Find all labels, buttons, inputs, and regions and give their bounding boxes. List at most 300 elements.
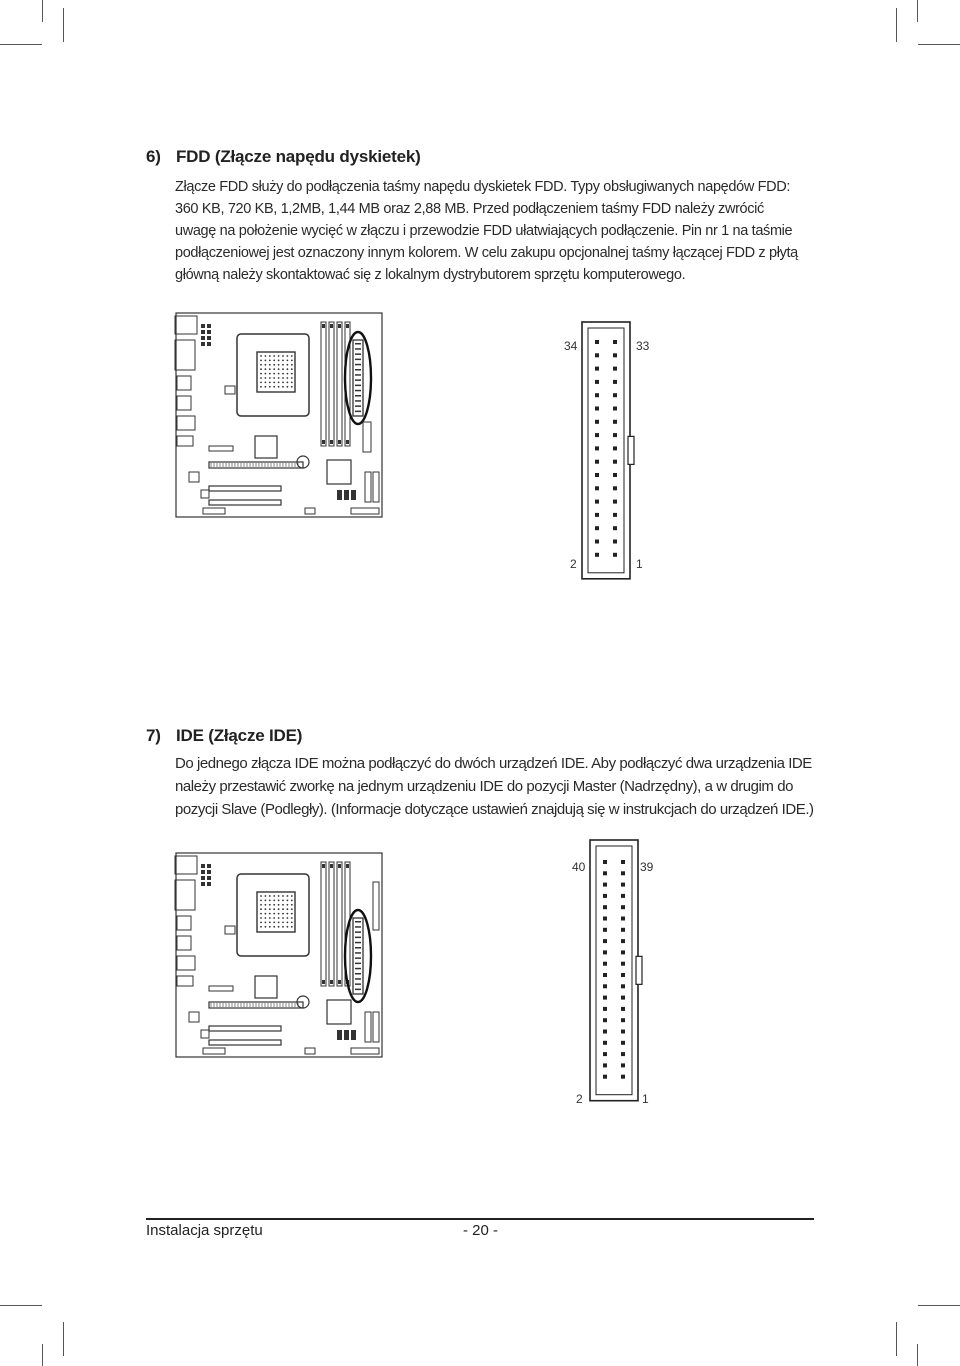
header-pin bbox=[603, 962, 607, 966]
header-pin bbox=[613, 446, 617, 450]
cpu-pin bbox=[287, 926, 289, 928]
cpu-pin bbox=[282, 377, 284, 379]
header-pin bbox=[613, 393, 617, 397]
cpu-pin bbox=[291, 360, 293, 362]
cpu-pin bbox=[282, 900, 284, 902]
cpu-pin bbox=[287, 368, 289, 370]
cpu-pin bbox=[278, 895, 280, 897]
power-pin bbox=[201, 336, 205, 340]
cpu-pin bbox=[282, 355, 284, 357]
header-pin bbox=[603, 1018, 607, 1022]
ide-section-title bbox=[146, 726, 302, 746]
cpu-pin bbox=[273, 368, 275, 370]
cpu-pin bbox=[273, 364, 275, 366]
header-pin bbox=[613, 540, 617, 544]
cpu-pin bbox=[291, 377, 293, 379]
cpu-pin bbox=[269, 355, 271, 357]
front-usb-header bbox=[351, 1030, 356, 1040]
cpu-pin bbox=[269, 904, 271, 906]
power-pin bbox=[207, 342, 211, 346]
fdd-pin-header-icon bbox=[562, 320, 662, 592]
fdd-connector-pin bbox=[355, 369, 361, 371]
header-pin bbox=[595, 367, 599, 371]
cpu-pin bbox=[269, 373, 271, 375]
cpu-pin bbox=[278, 917, 280, 919]
header-pin bbox=[603, 973, 607, 977]
cpu-pin bbox=[287, 377, 289, 379]
cpu-pin bbox=[291, 908, 293, 910]
header-pin bbox=[621, 939, 625, 943]
cpu-pin bbox=[287, 900, 289, 902]
memory-slot-latch bbox=[330, 324, 333, 328]
header-pin bbox=[613, 407, 617, 411]
footer-rule bbox=[146, 1218, 814, 1220]
cpu-pin bbox=[265, 913, 267, 915]
header-pin bbox=[603, 928, 607, 932]
ide-connector-pin bbox=[355, 978, 361, 980]
power-pin bbox=[207, 876, 211, 880]
fdd-connector-pin bbox=[355, 364, 361, 366]
cpu-pin bbox=[278, 900, 280, 902]
ide-connector-pin bbox=[355, 989, 361, 991]
front-usb-header bbox=[344, 490, 349, 500]
cpu-pin bbox=[265, 373, 267, 375]
memory-slot-latch bbox=[346, 324, 349, 328]
ide-title-text: IDE (Złącze IDE) bbox=[176, 726, 303, 745]
cpu-pin bbox=[273, 926, 275, 928]
power-pin bbox=[201, 342, 205, 346]
cpu-pin bbox=[291, 900, 293, 902]
cpu-pin bbox=[260, 900, 262, 902]
header-pin bbox=[621, 883, 625, 887]
ide-connector-pin bbox=[355, 973, 361, 975]
crop-mark bbox=[63, 8, 64, 42]
ide-pin-header-icon bbox=[570, 838, 670, 1110]
crop-mark bbox=[896, 8, 897, 42]
cpu-pin bbox=[273, 386, 275, 388]
front-usb-header bbox=[337, 1030, 342, 1040]
header-pin bbox=[603, 917, 607, 921]
cpu-pin bbox=[273, 900, 275, 902]
motherboard-diagram-icon bbox=[175, 852, 383, 1058]
cpu-pin bbox=[269, 917, 271, 919]
header-pin bbox=[595, 420, 599, 424]
header-pin bbox=[595, 433, 599, 437]
header-pin bbox=[621, 860, 625, 864]
cpu-pin bbox=[278, 364, 280, 366]
cpu-pin bbox=[260, 904, 262, 906]
cpu-pin bbox=[282, 364, 284, 366]
header-pin bbox=[603, 950, 607, 954]
memory-slot-latch bbox=[346, 864, 349, 868]
header-pin bbox=[613, 460, 617, 464]
header-pin bbox=[621, 996, 625, 1000]
header-pin bbox=[621, 905, 625, 909]
header-pin bbox=[595, 407, 599, 411]
fdd-connector-pin bbox=[355, 390, 361, 392]
cpu-pin bbox=[273, 913, 275, 915]
memory-slot bbox=[321, 322, 326, 446]
cpu-pin bbox=[269, 926, 271, 928]
power-pin bbox=[201, 864, 205, 868]
cpu-pin bbox=[269, 382, 271, 384]
header-pin bbox=[613, 486, 617, 490]
cpu-pin bbox=[291, 355, 293, 357]
header-pin bbox=[603, 1041, 607, 1045]
footer-section-name: Instalacja sprzętu bbox=[146, 1222, 263, 1239]
header-outer-frame bbox=[582, 322, 630, 579]
cpu-pin bbox=[278, 382, 280, 384]
crop-mark bbox=[896, 1322, 897, 1356]
cpu-pin bbox=[269, 895, 271, 897]
header-pin bbox=[621, 1030, 625, 1034]
cpu-pin bbox=[265, 922, 267, 924]
header-pin bbox=[613, 500, 617, 504]
header-pin bbox=[603, 1052, 607, 1056]
header-pin bbox=[603, 871, 607, 875]
cpu-pin bbox=[278, 373, 280, 375]
ide-line: pozycji Slave (Podległy). (Informacje dotyczące ustawień znajdują się w instrukcjach do urządzeń IDE.) bbox=[175, 801, 814, 818]
power-pin bbox=[207, 336, 211, 340]
fdd-line: uwagę na położenie wycięć w złączu i przewodzie FDD ułatwiających podłączenie. Pin nr 1 na taśmie bbox=[175, 223, 793, 239]
cpu-pin bbox=[260, 382, 262, 384]
cpu-pin bbox=[265, 900, 267, 902]
ide-description bbox=[175, 752, 825, 821]
memory-slot bbox=[337, 862, 342, 986]
page-number: - 20 - bbox=[463, 1222, 499, 1239]
fdd-connector-pin bbox=[355, 379, 361, 381]
cpu-pin bbox=[287, 364, 289, 366]
cpu-pin bbox=[260, 926, 262, 928]
cpu-pin bbox=[278, 360, 280, 362]
cpu-pin bbox=[282, 895, 284, 897]
header-pin bbox=[621, 973, 625, 977]
crop-mark bbox=[917, 1344, 918, 1366]
crop-mark bbox=[918, 44, 960, 45]
header-pin bbox=[603, 984, 607, 988]
cpu-pin bbox=[273, 355, 275, 357]
power-pin bbox=[201, 324, 205, 328]
ide-line: Do jednego złącza IDE można podłączyć do dwóch urządzeń IDE. Aby podłączyć dwa urządzenia IDE bbox=[175, 755, 812, 772]
memory-slot bbox=[321, 862, 326, 986]
memory-slot-latch bbox=[330, 864, 333, 868]
cpu-pin bbox=[282, 922, 284, 924]
cpu-pin bbox=[265, 360, 267, 362]
cpu-pin bbox=[260, 922, 262, 924]
cpu-pin bbox=[273, 922, 275, 924]
ide-connector-pin bbox=[355, 957, 361, 959]
header-pin bbox=[613, 367, 617, 371]
front-usb-header bbox=[351, 490, 356, 500]
cpu-pin bbox=[265, 377, 267, 379]
fdd-pin-1-label: 1 bbox=[636, 557, 643, 571]
cpu-pin bbox=[269, 913, 271, 915]
ide-line: należy przestawić zworkę na jednym urządzeniu IDE do pozycji Master (Nadrzędny), a w drugim do bbox=[175, 778, 793, 795]
header-pin bbox=[595, 553, 599, 557]
fdd-connector-pin bbox=[355, 395, 361, 397]
header-pin bbox=[595, 380, 599, 384]
header-pin bbox=[621, 1007, 625, 1011]
power-pin bbox=[201, 882, 205, 886]
cpu-pin bbox=[260, 377, 262, 379]
cpu-pin bbox=[287, 360, 289, 362]
header-pin bbox=[621, 894, 625, 898]
header-pin bbox=[595, 486, 599, 490]
cpu-pin bbox=[282, 913, 284, 915]
crop-mark bbox=[0, 44, 42, 45]
cpu-pin bbox=[291, 895, 293, 897]
memory-slot bbox=[337, 322, 342, 446]
header-pin bbox=[595, 513, 599, 517]
cpu-pin bbox=[265, 364, 267, 366]
fdd-connector-pin bbox=[355, 353, 361, 355]
fdd-connector-pin bbox=[355, 374, 361, 376]
cpu-pin bbox=[282, 368, 284, 370]
cpu-pin bbox=[269, 908, 271, 910]
header-pin bbox=[603, 860, 607, 864]
crop-mark bbox=[63, 1322, 64, 1356]
ide-pin-40-label: 40 bbox=[572, 860, 586, 874]
cpu-pin bbox=[265, 908, 267, 910]
header-pin bbox=[595, 446, 599, 450]
power-pin bbox=[201, 870, 205, 874]
memory-slot bbox=[329, 862, 334, 986]
ide-pin-2-label: 2 bbox=[576, 1092, 583, 1106]
cpu-pin bbox=[260, 368, 262, 370]
fdd-connector-pin bbox=[355, 400, 361, 402]
front-usb-header bbox=[344, 1030, 349, 1040]
cpu-pin bbox=[260, 360, 262, 362]
cpu-pin bbox=[291, 904, 293, 906]
header-pin bbox=[613, 380, 617, 384]
cpu-pin bbox=[260, 913, 262, 915]
cpu-pin bbox=[265, 386, 267, 388]
header-pin bbox=[603, 1007, 607, 1011]
cpu-pin bbox=[287, 913, 289, 915]
header-pin bbox=[595, 393, 599, 397]
cpu-pin bbox=[287, 382, 289, 384]
ide-connector-pin bbox=[355, 926, 361, 928]
fdd-description bbox=[175, 176, 825, 286]
memory-slot bbox=[329, 322, 334, 446]
header-pin bbox=[621, 1063, 625, 1067]
memory-slot-latch bbox=[322, 324, 325, 328]
cpu-pin bbox=[282, 908, 284, 910]
cpu-pin bbox=[291, 368, 293, 370]
cpu-pin bbox=[269, 386, 271, 388]
cpu-pin bbox=[291, 386, 293, 388]
power-pin bbox=[201, 876, 205, 880]
fdd-title-text: FDD (Złącze napędu dyskietek) bbox=[176, 147, 421, 166]
power-pin bbox=[201, 330, 205, 334]
header-inner-frame bbox=[588, 328, 624, 573]
cpu-pin bbox=[282, 917, 284, 919]
cpu-pin bbox=[287, 917, 289, 919]
memory-slot-latch bbox=[338, 440, 341, 444]
memory-slot-latch bbox=[330, 980, 333, 984]
crop-mark bbox=[42, 1344, 43, 1366]
cpu-pin bbox=[291, 382, 293, 384]
ide-connector-pin bbox=[355, 983, 361, 985]
fdd-section-number: 6) bbox=[146, 147, 161, 166]
cpu-pin bbox=[282, 373, 284, 375]
power-pin bbox=[207, 882, 211, 886]
header-pin bbox=[621, 962, 625, 966]
fdd-line: 360 KB, 720 KB, 1,2MB, 1,44 MB oraz 2,88 MB. Przed podłączeniem taśmy FDD należy zwrócić bbox=[175, 201, 764, 217]
cpu-pin bbox=[278, 904, 280, 906]
header-pin bbox=[621, 917, 625, 921]
header-pin bbox=[595, 526, 599, 530]
front-usb-header bbox=[337, 490, 342, 500]
fdd-pin-34-label: 34 bbox=[564, 339, 578, 353]
header-pin bbox=[621, 871, 625, 875]
header-key-notch bbox=[628, 436, 634, 464]
cpu-pin bbox=[269, 900, 271, 902]
cpu-pin bbox=[273, 895, 275, 897]
header-pin bbox=[595, 500, 599, 504]
cpu-pin bbox=[278, 386, 280, 388]
memory-slot-latch bbox=[322, 440, 325, 444]
ide-section-number: 7) bbox=[146, 726, 161, 745]
cpu-pin bbox=[265, 904, 267, 906]
header-pin bbox=[621, 928, 625, 932]
header-pin bbox=[603, 996, 607, 1000]
cpu-pin bbox=[265, 926, 267, 928]
header-pin bbox=[603, 905, 607, 909]
memory-slot-latch bbox=[322, 864, 325, 868]
cpu-pin bbox=[269, 922, 271, 924]
ide-connector-pin bbox=[355, 952, 361, 954]
ide-connector-pin bbox=[355, 968, 361, 970]
cpu-pin bbox=[273, 908, 275, 910]
header-pin bbox=[621, 1075, 625, 1079]
fdd-connector-pin bbox=[355, 359, 361, 361]
cpu-pin bbox=[291, 926, 293, 928]
memory-slot-latch bbox=[338, 980, 341, 984]
cpu-pin bbox=[278, 922, 280, 924]
header-pin bbox=[595, 460, 599, 464]
cpu-pin bbox=[273, 904, 275, 906]
ide-pin-1-label: 1 bbox=[642, 1092, 649, 1106]
header-pin bbox=[603, 883, 607, 887]
fdd-connector-pin bbox=[355, 405, 361, 407]
cpu-pin bbox=[282, 360, 284, 362]
cpu-pin bbox=[278, 908, 280, 910]
header-pin bbox=[603, 939, 607, 943]
fdd-connector-pin bbox=[355, 411, 361, 413]
memory-slot-latch bbox=[338, 324, 341, 328]
cpu-pin bbox=[269, 377, 271, 379]
memory-slot-latch bbox=[322, 980, 325, 984]
cpu-pin bbox=[273, 382, 275, 384]
header-outer-frame bbox=[590, 840, 638, 1101]
cpu-pin bbox=[291, 922, 293, 924]
header-pin bbox=[603, 1063, 607, 1067]
cpu-pin bbox=[260, 917, 262, 919]
cpu-pin bbox=[273, 917, 275, 919]
cpu-pin bbox=[278, 377, 280, 379]
header-pin bbox=[613, 420, 617, 424]
cpu-pin bbox=[287, 895, 289, 897]
ide-connector-pin bbox=[355, 931, 361, 933]
cpu-pin bbox=[291, 373, 293, 375]
header-pin bbox=[603, 894, 607, 898]
cpu-pin bbox=[260, 895, 262, 897]
cpu-pin bbox=[260, 908, 262, 910]
motherboard-diagram-icon bbox=[175, 312, 383, 518]
crop-mark bbox=[918, 1305, 960, 1306]
header-pin bbox=[595, 353, 599, 357]
cpu-pin bbox=[287, 373, 289, 375]
fdd-line: podłączeniowej jest oznaczony innym kolorem. W celu zakupu opcjonalnej taśmy łączącej FDD z płytą bbox=[175, 245, 798, 261]
cpu-pin bbox=[260, 355, 262, 357]
cpu-pin bbox=[282, 926, 284, 928]
power-pin bbox=[207, 324, 211, 328]
header-pin bbox=[595, 473, 599, 477]
header-pin bbox=[595, 340, 599, 344]
cpu-pin bbox=[282, 386, 284, 388]
ide-connector-pin bbox=[355, 947, 361, 949]
cpu-pin bbox=[291, 364, 293, 366]
cpu-pin bbox=[287, 355, 289, 357]
ide-connector-pin bbox=[355, 937, 361, 939]
cpu-pin bbox=[278, 926, 280, 928]
power-pin bbox=[207, 864, 211, 868]
header-pin bbox=[621, 1052, 625, 1056]
ide-pin-39-label: 39 bbox=[640, 860, 654, 874]
fdd-section-title bbox=[146, 147, 421, 167]
cpu-pin bbox=[287, 904, 289, 906]
crop-mark bbox=[917, 0, 918, 22]
cpu-pin bbox=[287, 386, 289, 388]
cpu-pin bbox=[273, 377, 275, 379]
cpu-pin bbox=[260, 373, 262, 375]
header-pin bbox=[613, 526, 617, 530]
ide-connector-pin bbox=[355, 963, 361, 965]
fdd-connector-pin bbox=[355, 385, 361, 387]
header-key-notch bbox=[636, 956, 642, 984]
header-pin bbox=[613, 433, 617, 437]
fdd-line: główną należy skontaktować się z lokalnym dystrybutorem sprzętu komputerowego. bbox=[175, 267, 686, 283]
cpu-pin bbox=[278, 913, 280, 915]
fdd-pin-33-label: 33 bbox=[636, 339, 650, 353]
header-pin bbox=[621, 1041, 625, 1045]
ide-connector-pin bbox=[355, 921, 361, 923]
fdd-pin-2-label: 2 bbox=[570, 557, 577, 571]
cpu-pin bbox=[269, 364, 271, 366]
cpu-pin bbox=[265, 382, 267, 384]
cpu-pin bbox=[269, 368, 271, 370]
cpu-pin bbox=[278, 368, 280, 370]
power-pin bbox=[207, 870, 211, 874]
cpu-pin bbox=[265, 895, 267, 897]
cpu-pin bbox=[260, 386, 262, 388]
cpu-pin bbox=[269, 360, 271, 362]
header-pin bbox=[621, 984, 625, 988]
ide-connector-pin bbox=[355, 942, 361, 944]
header-pin bbox=[613, 553, 617, 557]
cpu-pin bbox=[287, 922, 289, 924]
cpu-pin bbox=[282, 382, 284, 384]
cpu-pin bbox=[273, 373, 275, 375]
header-pin bbox=[613, 513, 617, 517]
crop-mark bbox=[0, 1305, 42, 1306]
header-pin bbox=[603, 1030, 607, 1034]
header-pin bbox=[613, 340, 617, 344]
cpu-pin bbox=[265, 917, 267, 919]
header-pin bbox=[621, 950, 625, 954]
memory-slot-latch bbox=[338, 864, 341, 868]
